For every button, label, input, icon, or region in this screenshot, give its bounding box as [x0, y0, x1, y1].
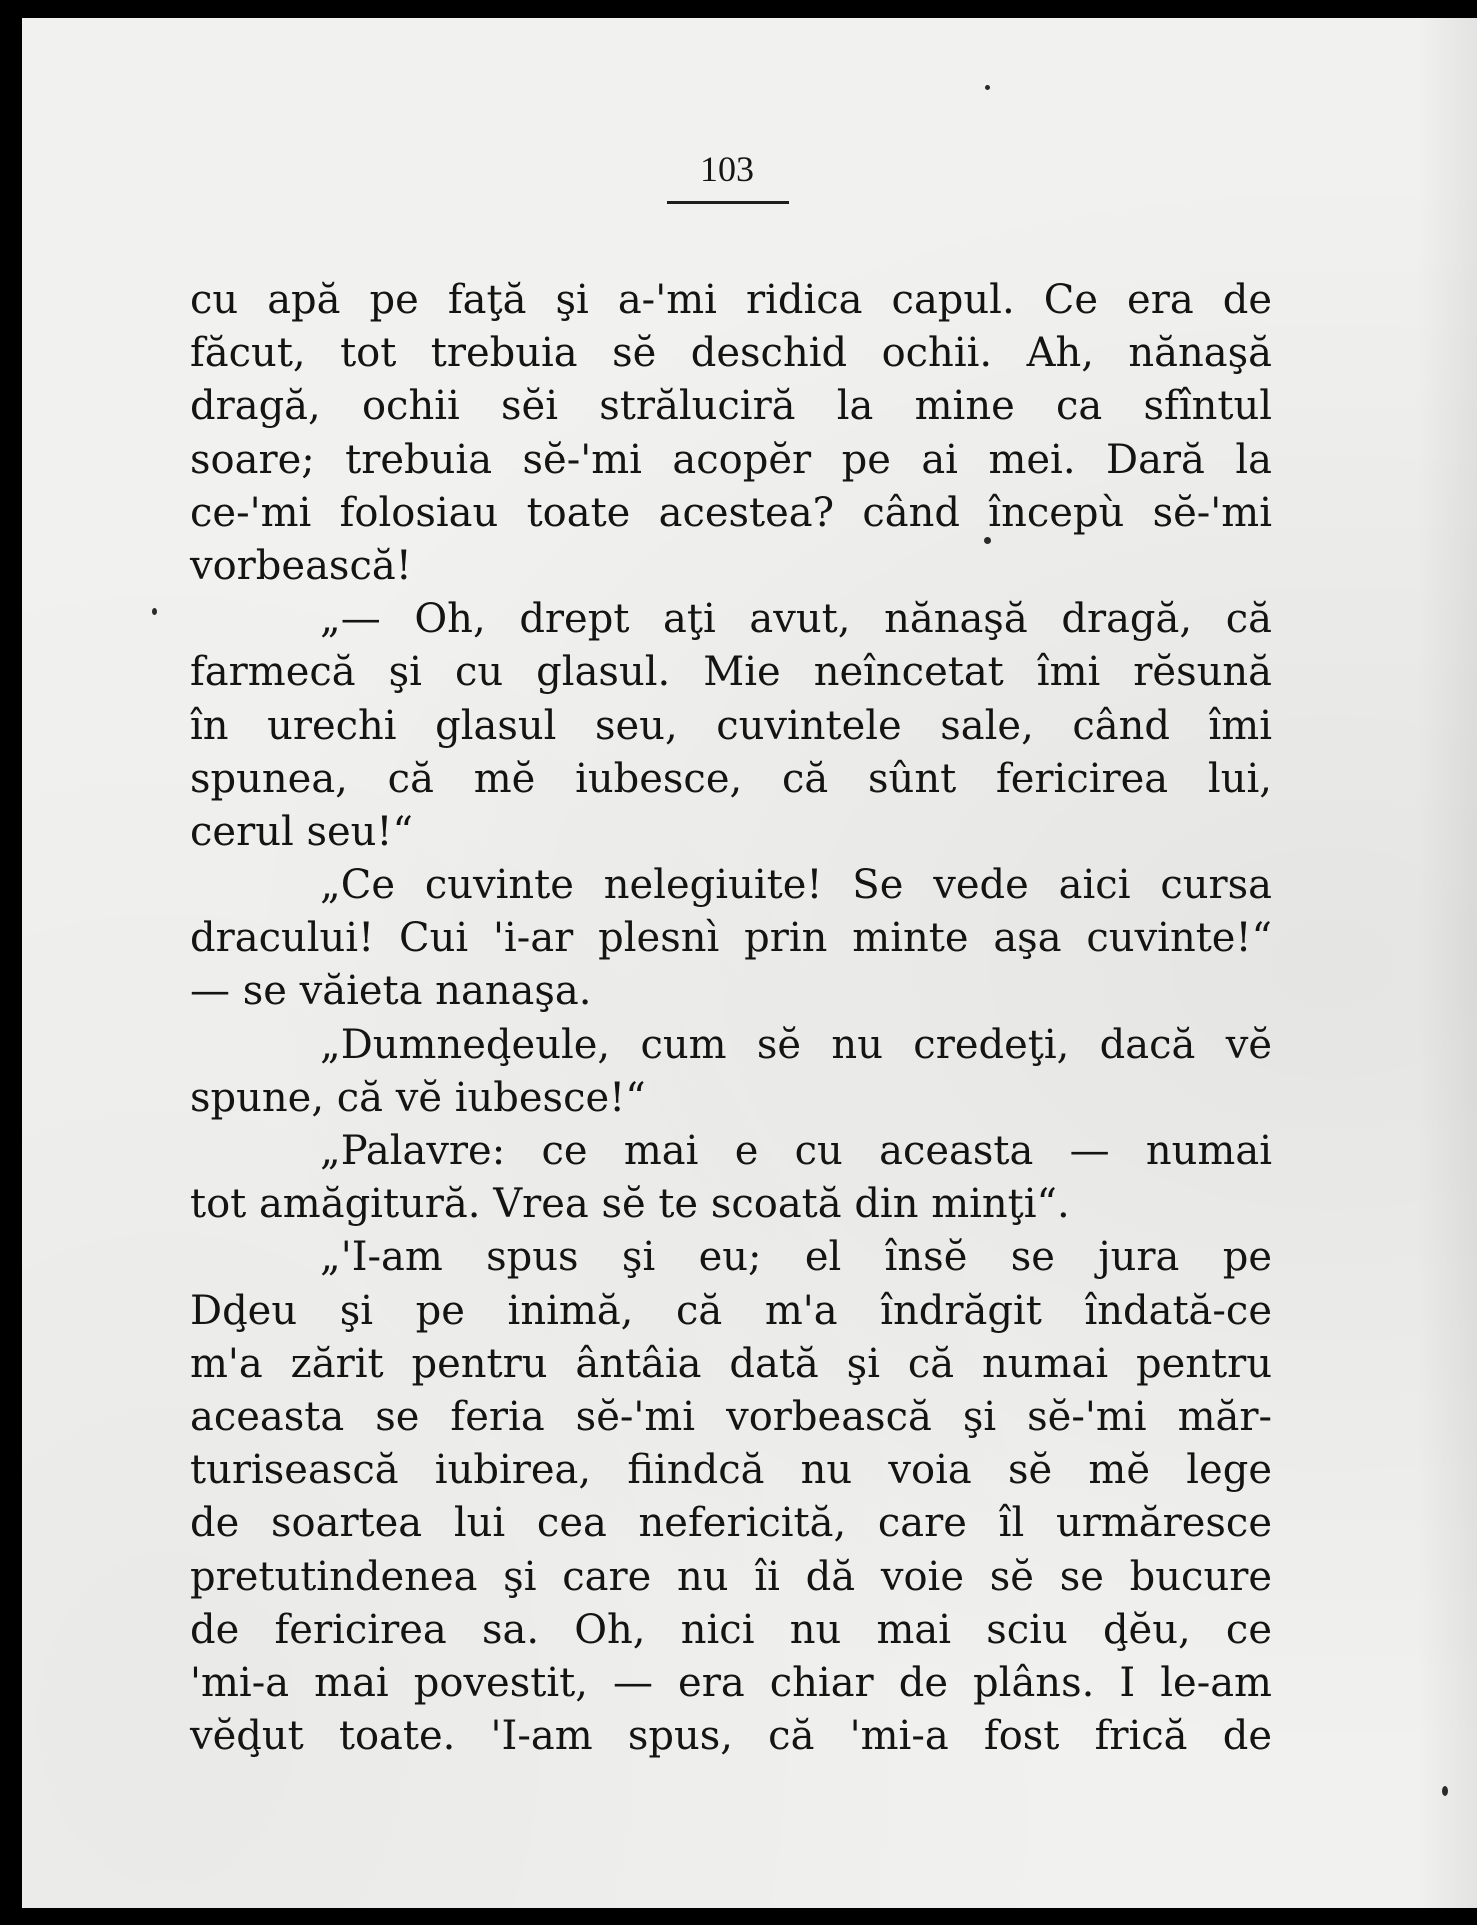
text-line: „Dumneḑeule, cum sĕ nu credeţi, dacă vĕ [320, 1021, 1272, 1068]
text-line: pretutindenea şi care nu îi dă voie sĕ se bucure [190, 1553, 1272, 1600]
page-edge-shadow [1417, 18, 1477, 1908]
text-line: făcut, tot trebuia sĕ deschid ochii. Ah, nănaşă [190, 330, 1272, 377]
text-line: 'mi-a mai povestit, — era chiar de plâns. I le-am [190, 1659, 1272, 1706]
page-number-rule [667, 201, 789, 204]
text-line: vĕḑut toate. 'I-am spus, că 'mi-a fost frică de [190, 1713, 1272, 1760]
text-line: m'a zărit pentru ântâia dată şi că numai pentru [190, 1340, 1272, 1387]
text-line: soare; trebuia sĕ-'mi acopĕr pe ai mei. Dară la [190, 436, 1272, 483]
text-line: cu apă pe faţă şi a-'mi ridica capul. Ce era de [190, 277, 1272, 323]
text-line: — se văieta nanaşa. [190, 968, 592, 1015]
text-line: în urechi glasul seu, cuvintele sale, când îmi [190, 702, 1272, 749]
text-line: spunea, că mĕ iubesce, că sûnt fericirea lui, [190, 755, 1272, 802]
text-line: dracului! Cui 'i-ar plesnì prin minte aşa cuvinte!“ [190, 915, 1272, 962]
print-speck [152, 608, 157, 615]
book-page [22, 18, 1477, 1908]
text-line: aceasta se feria sĕ-'mi vorbească şi sĕ-'mi măr- [190, 1393, 1272, 1440]
text-line: turisească iubirea, fiindcă nu voia sĕ mĕ lege [190, 1447, 1272, 1494]
text-line: vorbească! [190, 542, 412, 589]
print-speck [1442, 1786, 1448, 1796]
text-line: cerul seu!“ [190, 808, 413, 855]
text-line: spune, că vĕ iubesce!“ [190, 1074, 646, 1121]
text-line: Dḑeu şi pe inimă, că m'a îndrăgit îndată-ce [190, 1287, 1272, 1334]
text-line: „Ce cuvinte nelegiuite! Se vede aici cursa [320, 862, 1272, 909]
text-line: de fericirea sa. Oh, nici nu mai sciu ḑĕu, ce [190, 1606, 1272, 1653]
print-speck [984, 537, 991, 544]
body-text [190, 274, 1272, 1763]
text-line: dragă, ochii sĕi străluciră la mine ca sfîntul [190, 383, 1272, 430]
print-speck [985, 85, 990, 90]
page-number: 103 [700, 149, 754, 189]
text-line: „'I-am spus şi eu; el însĕ se jura pe [320, 1234, 1272, 1281]
text-line: „— Oh, drept aţi avut, nănaşă dragă, că [320, 596, 1272, 643]
text-line: ce-'mi folosiau toate acestea? când începù sĕ-'mi [190, 489, 1272, 536]
text-line: de soartea lui cea nefericită, care îl urmăresce [190, 1500, 1272, 1547]
text-line: farmecă şi cu glasul. Mie neîncetat îmi rĕsună [190, 649, 1272, 696]
text-line: „Palavre: ce mai e cu aceasta — numai [320, 1128, 1272, 1174]
text-line: tot amăgitură. Vrea sĕ te scoată din minţi“. [190, 1181, 1070, 1228]
